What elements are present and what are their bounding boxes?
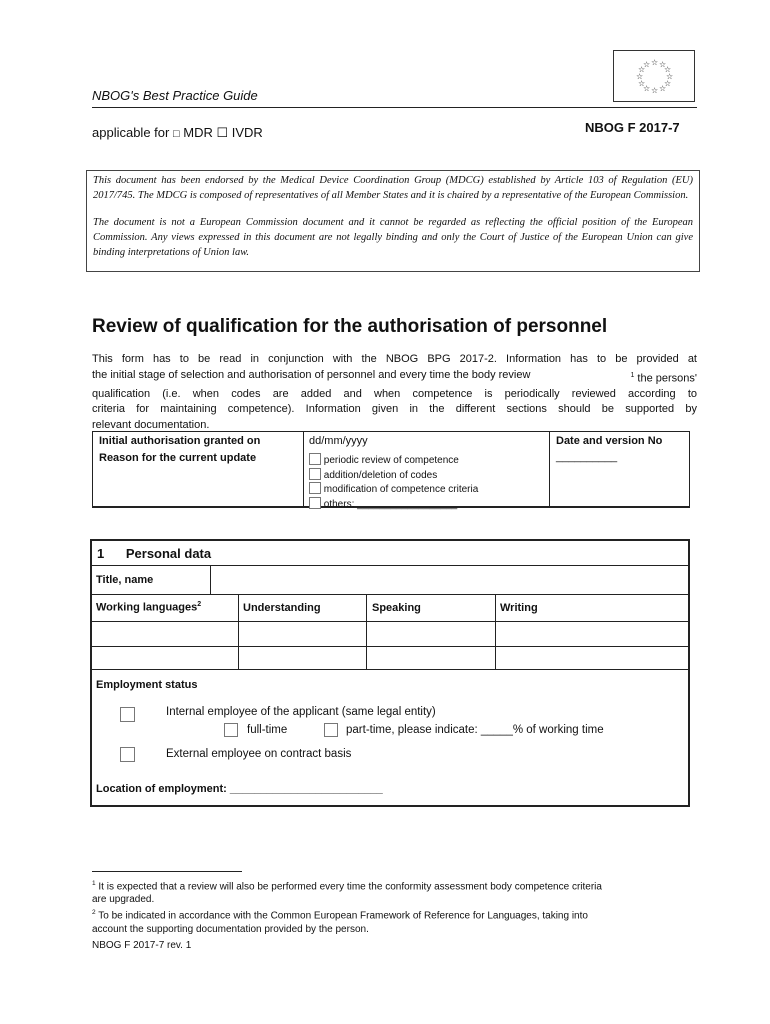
row-rule (92, 565, 688, 566)
mdr-label: MDR (183, 125, 213, 140)
applicable-line (92, 125, 263, 141)
ivdr-label: IVDR (231, 125, 263, 140)
authorisation-table (92, 431, 690, 508)
language-cell[interactable] (94, 623, 236, 645)
language-cell[interactable] (240, 648, 364, 668)
applicable-prefix: applicable for (92, 125, 170, 140)
working-languages-header (96, 601, 201, 614)
internal-employee-checkbox[interactable] (120, 707, 135, 722)
parttime-checkbox[interactable] (324, 723, 338, 737)
col-rule (366, 594, 367, 669)
footnote-number: 2 (92, 909, 96, 917)
footnote-ref-2[interactable]: 2 (197, 601, 202, 608)
working-languages-label: Working languages (96, 601, 198, 614)
row-rule (92, 621, 688, 622)
ivdr-checkbox[interactable]: ☐ (216, 125, 229, 140)
intro-line-text: the initial stage of selection and authorisation of personnel and every time the body review (92, 368, 531, 381)
checkbox[interactable] (309, 482, 321, 494)
intro-line-tail (630, 368, 697, 387)
reason-option-label: addition/deletion of codes (323, 469, 438, 481)
external-employee-checkbox[interactable] (120, 747, 135, 762)
svg-text:☆: ☆ (664, 65, 672, 74)
section-title: Personal data (125, 546, 212, 561)
document-code: NBOG F 2017-7 (585, 120, 680, 135)
language-cell[interactable] (497, 648, 686, 668)
reason-option[interactable] (309, 497, 478, 512)
reason-options (309, 453, 478, 511)
title-name-label: Title, name (96, 574, 154, 586)
intro-paragraph (92, 352, 697, 433)
col-rule (495, 594, 496, 669)
col-rule (238, 594, 239, 669)
footer-doc-ref: NBOG F 2017-7 rev. 1 (92, 940, 192, 951)
eu-flag (613, 50, 695, 102)
external-employee-label: External employee on contract basis (166, 748, 352, 760)
footnote-number: 1 (92, 880, 96, 887)
svg-text:☆: ☆ (659, 84, 667, 93)
section-number: 1 (97, 546, 105, 561)
writing-header: Writing (500, 602, 538, 614)
intro-line (92, 368, 697, 387)
mdr-checkbox[interactable]: □ (172, 128, 180, 140)
row-rule (92, 646, 688, 647)
footnote-text: To be indicated in accordance with the Common European Framework of Reference for Languages, taking into (98, 910, 588, 922)
initial-authorisation-label: Initial authorisation granted on (99, 435, 261, 447)
reason-option-label: modification of competence criteria (323, 484, 479, 495)
parttime-label: part-time, please indicate: _____% of working time (346, 724, 604, 736)
table-divider (549, 432, 550, 507)
reason-option[interactable] (309, 453, 478, 468)
guide-title: NBOG's Best Practice Guide (92, 88, 258, 103)
svg-text:☆: ☆ (666, 72, 674, 81)
svg-text:☆: ☆ (638, 79, 646, 88)
footnote-text: It is expected that a review will also be performed every time the conformity assessment body competence criteria (98, 881, 602, 893)
svg-text:☆: ☆ (659, 60, 667, 69)
checkbox[interactable] (309, 497, 321, 509)
reason-option-label: others: __________________ (323, 498, 458, 510)
understanding-header: Understanding (243, 602, 321, 614)
language-cell[interactable] (497, 623, 686, 645)
language-cell[interactable] (368, 648, 493, 668)
version-label: Date and version No (556, 435, 663, 447)
footnote-text: are upgraded. (92, 894, 155, 906)
reason-option-label: periodic review of competence (323, 455, 459, 466)
language-cell[interactable] (94, 648, 236, 668)
table-divider (303, 432, 304, 507)
intro-line: This form has to be read in conjunction with the NBOG BPG 2017-2. Information has to be provided at (92, 353, 697, 365)
reason-option[interactable] (309, 482, 478, 497)
intro-line: relevant documentation. (92, 418, 210, 431)
reason-label: Reason for the current update (99, 452, 257, 464)
checkbox[interactable] (309, 468, 321, 480)
svg-text:☆: ☆ (636, 72, 644, 81)
footnote-2 (92, 906, 697, 935)
date-field[interactable]: dd/mm/yyyy (309, 435, 368, 447)
version-field[interactable]: __________ (556, 451, 618, 463)
footnotes (92, 877, 697, 936)
disclaimer-para-2: The document is not a European Commission document and it cannot be regarded as reflecting the official position of the European Commission. Any views expressed in this document are not legally binding and only the Court of Justice of the European Union can give binding interpretations of Union law. (93, 217, 693, 258)
svg-text:☆: ☆ (643, 84, 651, 93)
section-heading (97, 546, 211, 561)
footnote-ref-1[interactable]: 1 (630, 371, 635, 379)
page-title: Review of qualification for the authorisation of personnel (92, 316, 608, 337)
intro-line: qualification (i.e. when codes are added and when competence is periodically reviewed according to (92, 387, 697, 400)
eu-stars-icon (614, 51, 694, 101)
location-of-employment[interactable]: Location of employment: _________________________ (96, 783, 383, 795)
col-rule (210, 565, 211, 594)
title-name-field[interactable] (212, 567, 686, 593)
language-cell[interactable] (240, 623, 364, 645)
language-cell[interactable] (368, 623, 493, 645)
svg-text:☆: ☆ (643, 60, 651, 69)
header-rule (92, 107, 697, 108)
personal-data-section (90, 539, 690, 807)
fulltime-checkbox[interactable] (224, 723, 238, 737)
intro-tail-text: the persons' (637, 372, 697, 385)
fulltime-label: full-time (247, 724, 288, 736)
internal-employee-label: Internal employee of the applicant (same legal entity) (166, 706, 436, 718)
svg-text:☆: ☆ (638, 65, 646, 74)
row-rule (92, 594, 688, 595)
disclaimer-box (86, 170, 700, 272)
footnote-separator (92, 871, 242, 872)
footnote-1 (92, 877, 697, 906)
svg-text:☆: ☆ (651, 58, 659, 67)
employment-status-label: Employment status (96, 679, 198, 691)
reason-option[interactable] (309, 468, 478, 483)
footnote-text: account the supporting documentation provided by the person. (92, 923, 369, 935)
svg-text:☆: ☆ (664, 79, 672, 88)
checkbox[interactable] (309, 453, 321, 465)
intro-line: criteria for maintaining competence). Information given in the different sections should be supported by (92, 403, 697, 416)
speaking-header: Speaking (372, 602, 421, 614)
row-rule (92, 669, 688, 670)
disclaimer-para-1: This document has been endorsed by the Medical Device Coordination Group (MDCG) established by Article 103 of Regulation (EU) 2017/745. The MDCG is composed of representatives of all Member States and it is chaired by a representative of the European Commission. (93, 175, 693, 201)
svg-text:☆: ☆ (651, 86, 659, 95)
